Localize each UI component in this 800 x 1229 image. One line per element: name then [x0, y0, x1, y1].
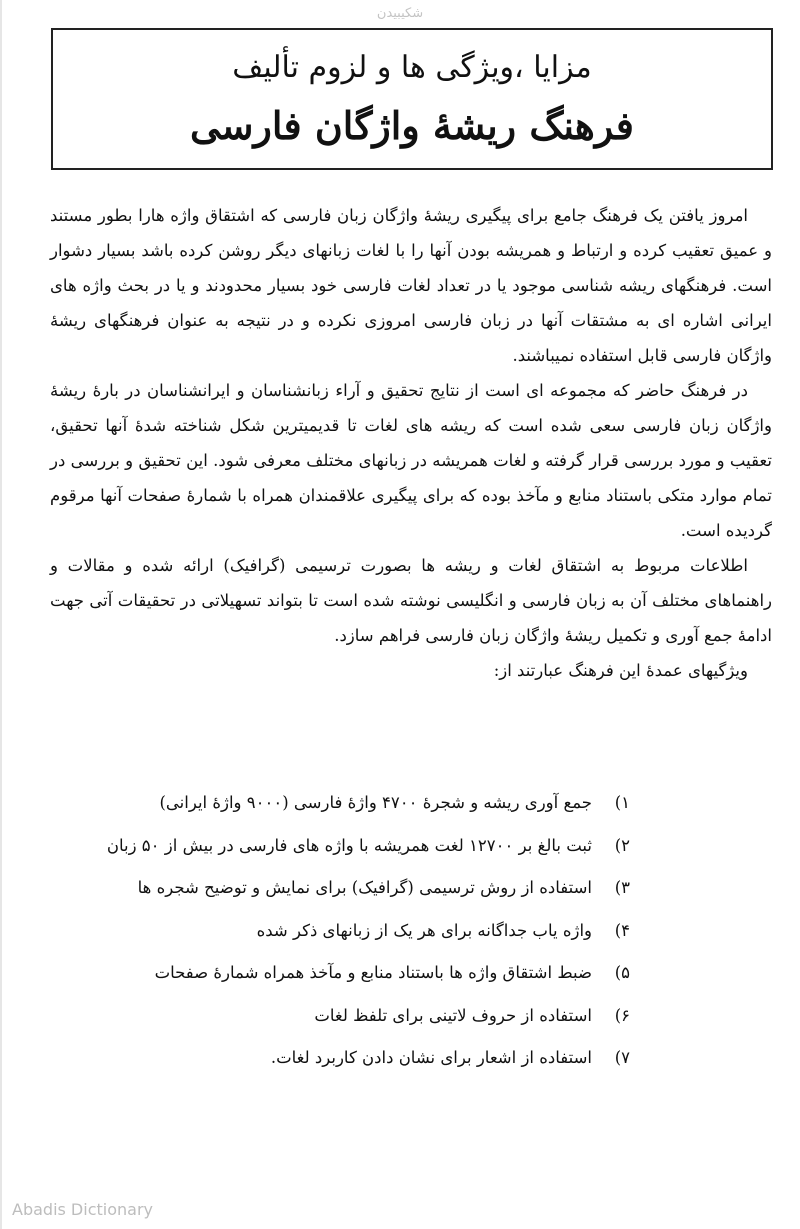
- feature-item: [107, 910, 630, 953]
- title-box: [51, 28, 773, 170]
- paragraph: در فرهنگ حاضر که مجموعه ای است از نتایج تحقیق و آراء زبانشناسان و ایرانشناسان در بارهٔ ریشهٔ واژگان زبان فارسی سعی شده است که ریشه های لغات تا قدیمیترین شکل شناخته شدهٔ آنها تحقیق، تعقیب و مورد بررسی قرار گرفته و لغات همریشه در زبانهای مختلف معرفی شود. این تحقیق و بررسی در تمام موارد متکی باستناد منابع و مآخذ بوده که برای پیگیری علاقمندان همراه با شمارهٔ صفحات آنها مرقوم گردیده است.: [50, 381, 772, 540]
- feature-number: ۱): [614, 793, 630, 812]
- feature-number: ۵): [614, 963, 630, 982]
- feature-number: ۷): [614, 1048, 630, 1067]
- paragraph: اطلاعات مربوط به اشتقاق لغات و ریشه ها بصورت ترسیمی (گرافیک) ارائه شده و مقالات و راهنماهای مختلف آن به زبان فارسی و انگلیسی نوشته شده است تا بتواند تسهیلاتی در تحقیقات آتی جهت ادامهٔ جمع آوری و تکمیل ریشهٔ واژگان زبان فارسی فراهم سازد.: [50, 556, 772, 645]
- feature-item: [107, 867, 630, 910]
- feature-item: [107, 952, 630, 995]
- feature-text: جمع آوری ریشه و شجرهٔ ۴۷۰۰ واژهٔ فارسی (۹۰۰۰ واژهٔ ایرانی): [159, 793, 592, 812]
- feature-text: استفاده از روش ترسیمی (گرافیک) برای نمایش و توضیح شجره ها: [137, 878, 592, 897]
- feature-text: استفاده از اشعار برای نشان دادن کاربرد لغات.: [270, 1048, 592, 1067]
- feature-text: ثبت بالغ بر ۱۲۷۰۰ لغت همریشه با واژه های فارسی در بیش از ۵۰ زبان: [106, 835, 592, 855]
- page-left-border: [0, 0, 2, 1229]
- feature-text: ضبط اشتقاق واژه ها باستناد منابع و مآخذ همراه شمارهٔ صفحات: [154, 963, 592, 982]
- feature-number: ۲): [614, 835, 630, 855]
- feature-number: ۴): [614, 920, 630, 940]
- paragraph: امروز یافتن یک فرهنگ جامع برای پیگیری ریشهٔ واژگان زبان فارسی که اشتقاق واژه هارا بطور مستند و عمیق تعقیب کرده و ارتباط و همریشه بودن آنها را با لغات زبانهای دیگر روشن کرده باشد بسیار دشوار است. فرهنگهای ریشه شناسی موجود یا در تعداد لغات فارسی خود بسیار محدودند و یا در بحث واژه های ایرانی اشاره ای به مشتقات آنها در زبان فارسی امروزی نکرده و در نتیجه به عنوان فرهنگهای ریشهٔ واژگان فارسی قابل استفاده نمیباشند.: [50, 206, 772, 365]
- feature-item: [107, 825, 630, 868]
- features-list: [107, 782, 630, 1080]
- document-body: [50, 198, 772, 688]
- feature-number: ۶): [614, 1005, 630, 1025]
- watermark-top: شکیبیدن: [376, 6, 424, 21]
- feature-item: [107, 782, 630, 825]
- feature-item: [107, 1037, 630, 1080]
- title-line-2: فرهنگ ریشهٔ واژگان فارسی: [190, 103, 634, 148]
- feature-item: [107, 995, 630, 1038]
- feature-number: ۳): [614, 878, 630, 897]
- title-line-1: مزایا ،ویژگی ها و لزوم تألیف: [232, 50, 592, 85]
- features-intro: ویژگیهای عمدهٔ این فرهنگ عبارتند از:: [493, 661, 748, 680]
- feature-text: واژه یاب جداگانه برای هر یک از زبانهای ذکر شده: [256, 920, 592, 940]
- feature-text: استفاده از حروف لاتینی برای تلفظ لغات: [314, 1005, 592, 1025]
- watermark-bottom: Abadis Dictionary: [12, 1200, 153, 1219]
